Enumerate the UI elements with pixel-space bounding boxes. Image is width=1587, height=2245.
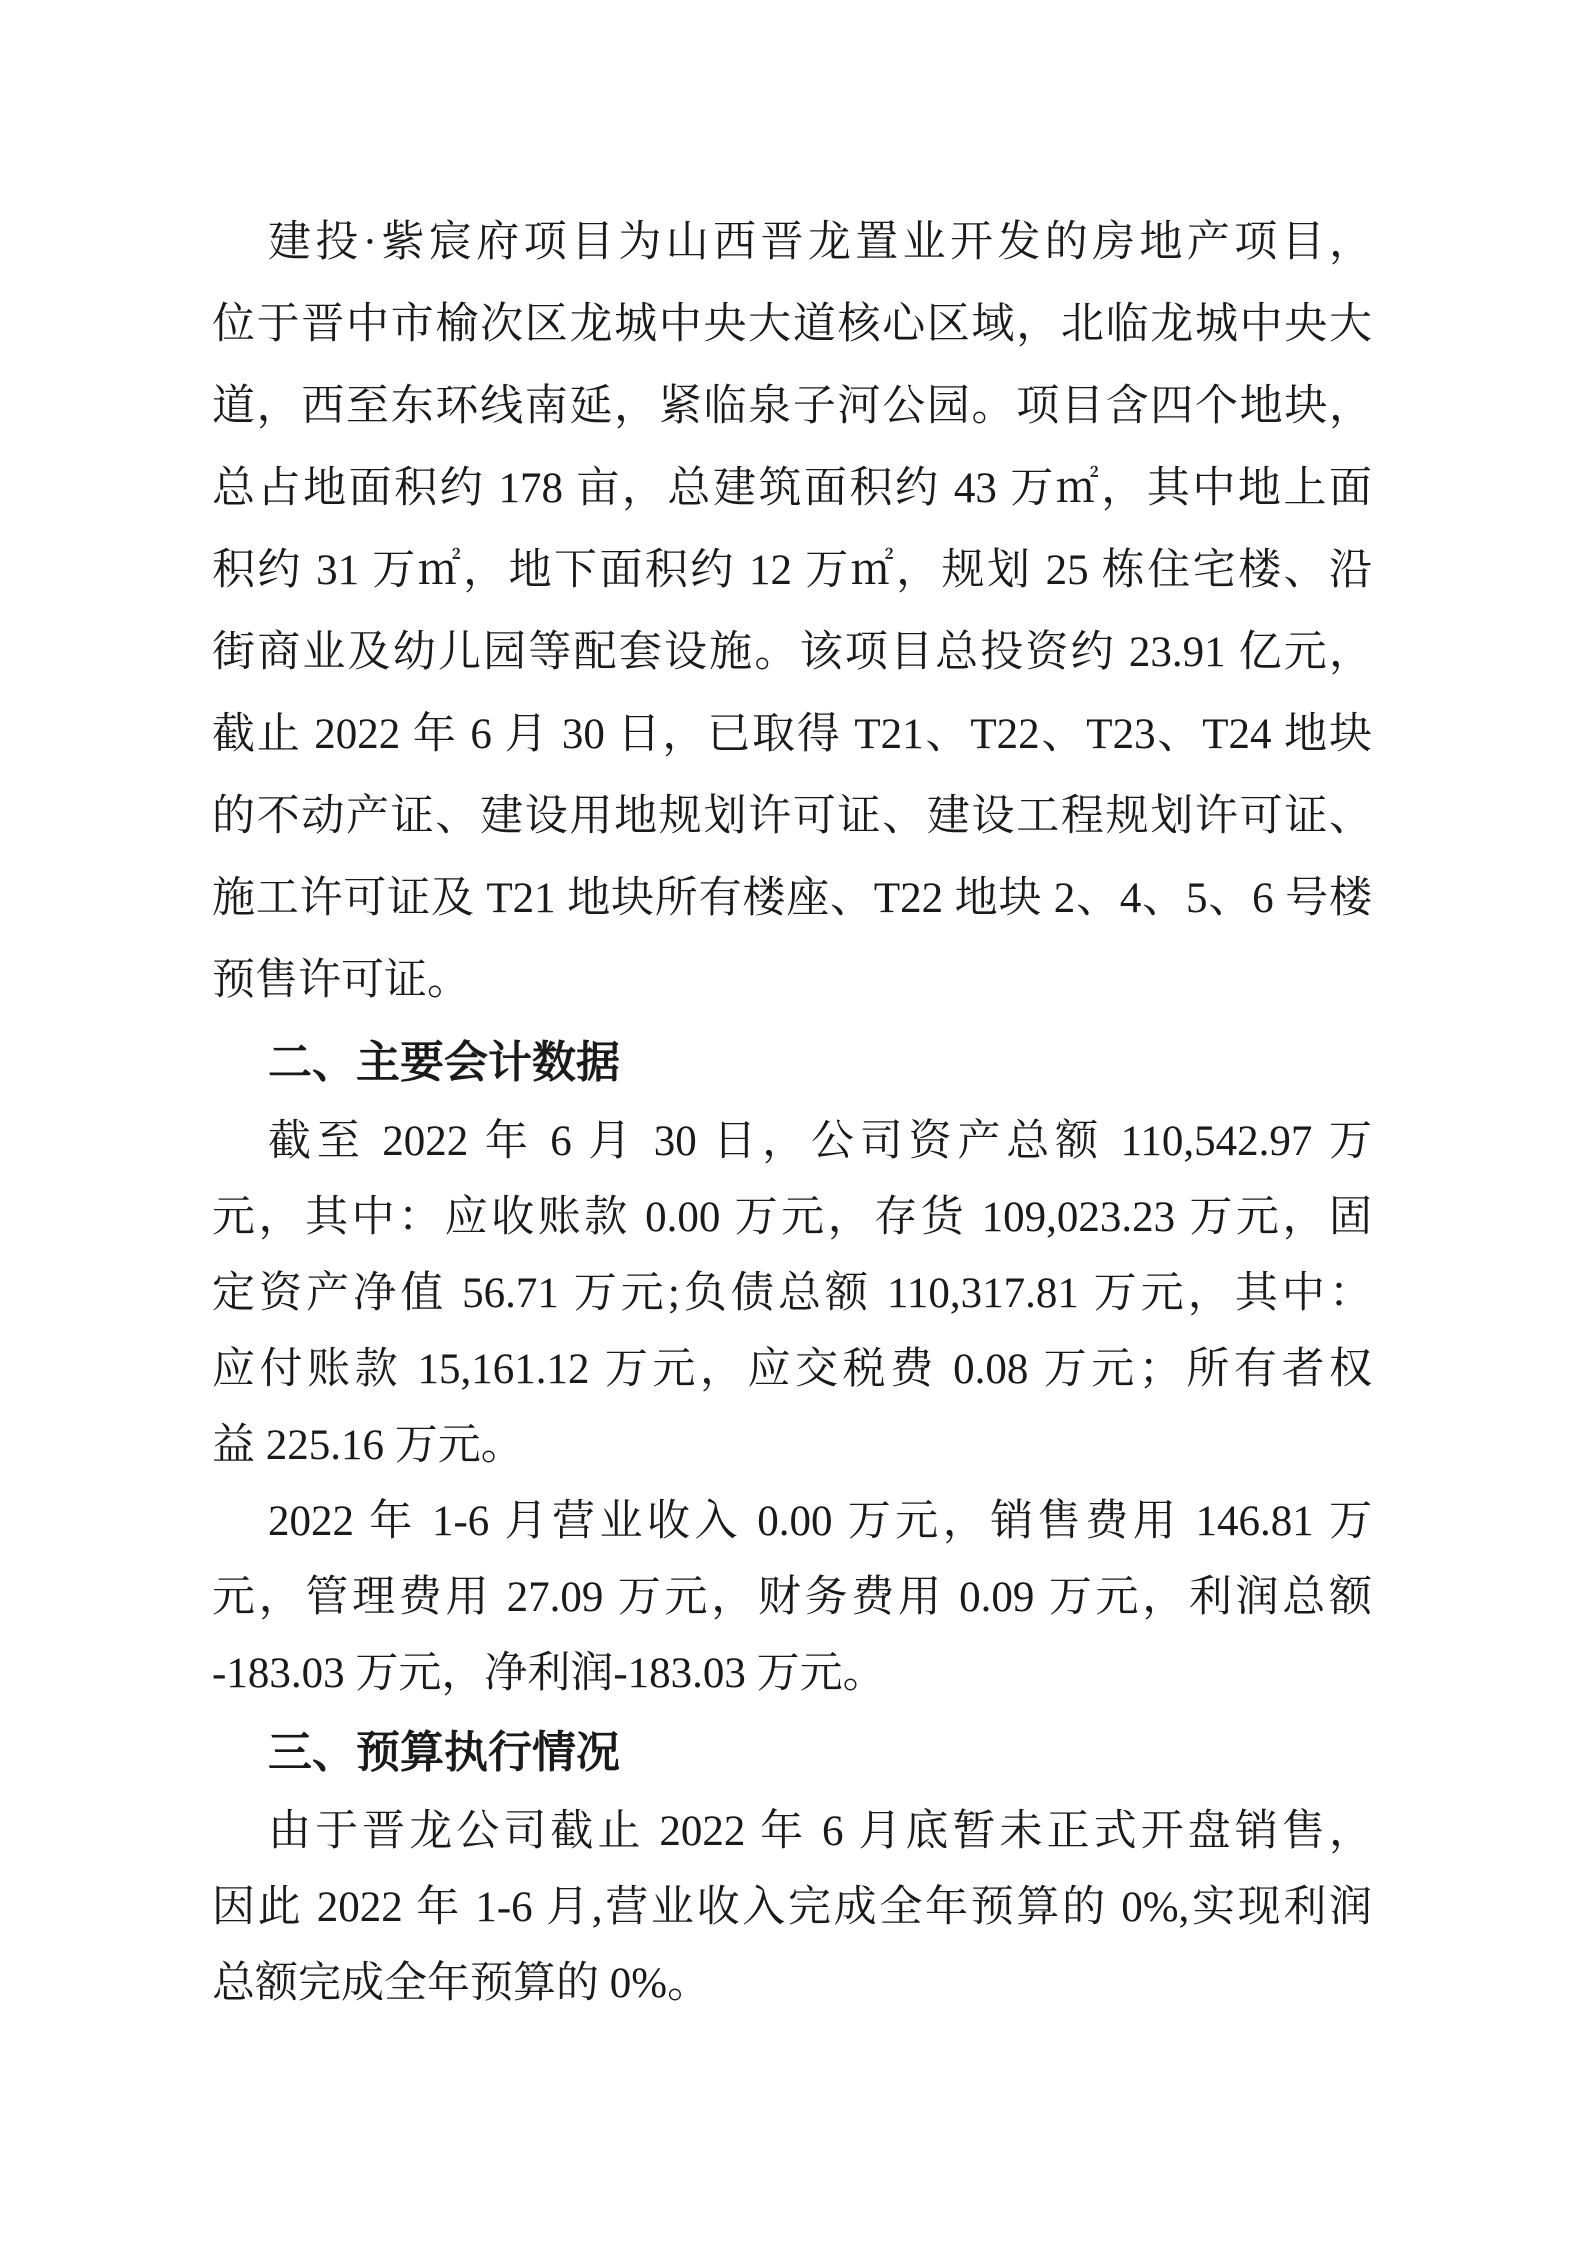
text-line: -183.03 万元，净利润-183.03 万元。: [212, 1650, 886, 1697]
section-heading: 二、主要会计数据: [268, 1037, 620, 1088]
text-line: 元，管理费用 27.09 万元，财务费用 0.09 万元，利润总额: [212, 1574, 1372, 1621]
text-line: 总占地面积约 178 亩，总建筑面积约 43 万㎡，其中地上面: [212, 465, 1372, 512]
section-heading: 三、预算执行情况: [268, 1727, 620, 1778]
text-line: 积约 31 万㎡，地下面积约 12 万㎡，规划 25 栋住宅楼、沿: [212, 547, 1372, 594]
text-line: 的不动产证、建设用地规划许可证、建设工程规划许可证、: [212, 793, 1372, 840]
text-line: 位于晋中市榆次区龙城中央大道核心区域，北临龙城中央大: [212, 301, 1372, 348]
text-line: 总额完成全年预算的 0%。: [212, 1960, 711, 2007]
text-line: 街商业及幼儿园等配套设施。该项目总投资约 23.91 亿元，: [212, 629, 1372, 676]
text-line: 2022 年 1-6 月营业收入 0.00 万元，销售费用 146.81 万: [268, 1498, 1372, 1545]
text-line: 预售许可证。: [212, 957, 470, 1004]
text-line: 道，西至东环线南延，紧临泉子河公园。项目含四个地块，: [212, 383, 1372, 430]
paragraph: [212, 202, 1372, 1022]
document-body: [212, 202, 1372, 2022]
text-line: 建投·紫宸府项目为山西晋龙置业开发的房地产项目，: [268, 219, 1372, 266]
text-line: 应付账款 15,161.12 万元，应交税费 0.08 万元；所有者权: [212, 1346, 1372, 1393]
text-line: 定资产净值 56.71 万元;负债总额 110,317.81 万元，其中：: [212, 1270, 1372, 1317]
text-line: 截止 2022 年 6 月 30 日，已取得 T21、T22、T23、T24 地块: [212, 711, 1372, 758]
paragraph: [212, 1794, 1372, 2022]
text-line: 施工许可证及 T21 地块所有楼座、T22 地块 2、4、5、6 号楼: [212, 875, 1372, 922]
text-line: 由于晋龙公司截止 2022 年 6 月底暂未正式开盘销售，: [268, 1808, 1372, 1855]
paragraph: [212, 1104, 1372, 1484]
text-line: 因此 2022 年 1-6 月,营业收入完成全年预算的 0%,实现利润: [212, 1884, 1372, 1931]
paragraph: [212, 1484, 1372, 1712]
text-line: 元，其中：应收账款 0.00 万元，存货 109,023.23 万元，固: [212, 1194, 1372, 1241]
text-line: 益 225.16 万元。: [212, 1422, 524, 1469]
text-line: 截至 2022 年 6 月 30 日，公司资产总额 110,542.97 万: [268, 1118, 1372, 1165]
